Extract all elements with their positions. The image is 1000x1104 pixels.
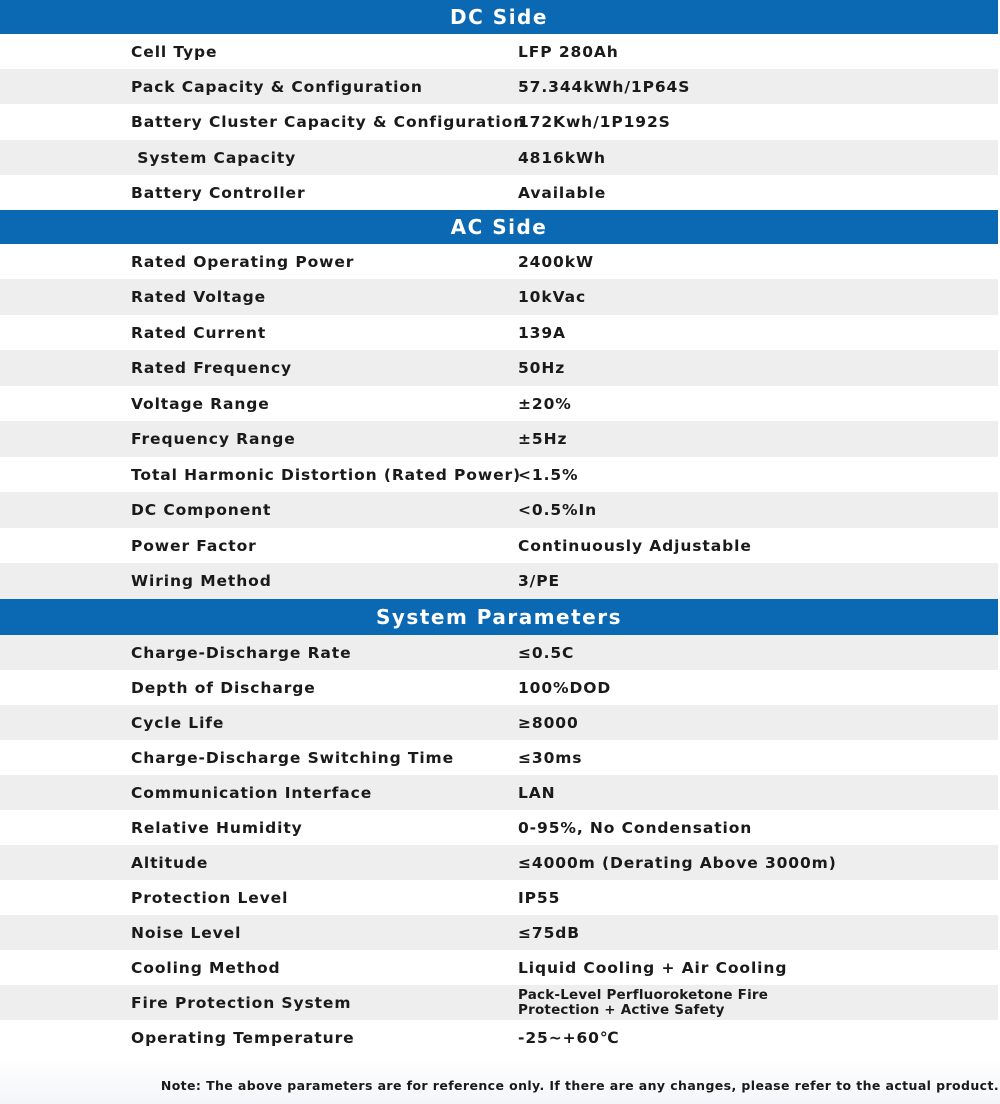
row-value: 172Kwh/1P192S — [518, 113, 671, 131]
section-title: AC Side — [0, 210, 998, 244]
row-value: ≤75dB — [518, 923, 580, 942]
row-label: Fire Protection System — [131, 993, 352, 1012]
row-value: 57.344kWh/1P64S — [518, 77, 691, 96]
row-label: Communication Interface — [131, 783, 373, 802]
section-ac-side — [0, 210, 998, 599]
row-value: IP55 — [518, 888, 561, 907]
row-label: Wiring Method — [131, 572, 272, 590]
table-row — [0, 880, 998, 915]
row-label: Rated Current — [131, 323, 267, 342]
row-label: Depth of Discharge — [131, 678, 316, 697]
row-label: Battery Cluster Capacity & Configuration — [131, 113, 526, 131]
table-row — [0, 775, 998, 810]
table-row — [0, 140, 998, 175]
table-row — [0, 457, 998, 492]
table-row — [0, 950, 998, 985]
row-value: ≤4000m (Derating Above 3000m) — [518, 853, 837, 872]
row-label: Cooling Method — [131, 958, 281, 977]
table-row — [0, 915, 998, 950]
row-value: ≤30ms — [518, 748, 583, 767]
section-title: DC Side — [0, 0, 998, 34]
table-row — [0, 244, 998, 279]
table-row — [0, 279, 998, 315]
row-label: Rated Frequency — [131, 359, 293, 377]
row-label: Charge-Discharge Switching Time — [131, 748, 455, 767]
row-label: Rated Operating Power — [131, 252, 355, 271]
row-label: Charge-Discharge Rate — [131, 643, 352, 662]
row-value: ±5Hz — [518, 430, 568, 448]
row-label: Altitude — [131, 853, 209, 872]
row-value: <0.5%In — [518, 501, 598, 519]
row-value: 100%DOD — [518, 678, 612, 697]
row-label: Cell Type — [131, 42, 218, 61]
row-value: LFP 280Ah — [518, 42, 619, 61]
table-row — [0, 34, 998, 69]
row-label: Voltage Range — [131, 394, 270, 413]
row-value: 2400kW — [518, 252, 594, 271]
row-value: 139A — [518, 323, 566, 342]
table-row — [0, 315, 998, 350]
table-row — [0, 386, 998, 421]
row-label: Relative Humidity — [131, 818, 303, 837]
section-title: System Parameters — [0, 599, 998, 635]
table-row — [0, 810, 998, 845]
row-value: 4816kWh — [518, 148, 606, 167]
row-value: <1.5% — [518, 465, 579, 484]
row-label: Frequency Range — [131, 430, 296, 448]
table-row — [0, 845, 998, 880]
row-value: -25~+60℃ — [518, 1028, 620, 1047]
footnote: Note: The above parameters are for reference only. If there are any changes, please refer to the actual product. — [160, 1078, 999, 1093]
row-label: Pack Capacity & Configuration — [131, 77, 423, 96]
section-dc-side — [0, 0, 998, 210]
row-label: Total Harmonic Distortion (Rated Power) — [131, 465, 522, 484]
row-value: ±20% — [518, 394, 572, 413]
table-row — [0, 350, 998, 386]
row-label: System Capacity — [131, 148, 297, 167]
table-row — [0, 740, 998, 775]
row-label: Power Factor — [131, 536, 257, 555]
table-row — [0, 1020, 998, 1055]
table-row — [0, 69, 998, 104]
table-row — [0, 563, 998, 599]
table-row — [0, 175, 998, 210]
row-value: LAN — [518, 783, 556, 802]
row-value: 10kVac — [518, 288, 587, 306]
table-row — [0, 421, 998, 457]
row-label: Noise Level — [131, 923, 242, 942]
row-value: Continuously Adjustable — [518, 536, 752, 555]
row-label: Cycle Life — [131, 713, 225, 732]
table-row — [0, 985, 998, 1020]
table-row — [0, 635, 998, 670]
row-label: DC Component — [131, 501, 272, 519]
table-row — [0, 104, 998, 140]
row-value: Liquid Cooling + Air Cooling — [518, 958, 788, 977]
row-value: 50Hz — [518, 359, 566, 377]
table-row — [0, 492, 998, 528]
row-value: Available — [518, 183, 607, 202]
row-value: ≤0.5C — [518, 643, 575, 662]
row-value: Pack-Level Perfluoroketone Fire Protection + Active Safety — [518, 986, 769, 1018]
row-label: Battery Controller — [131, 183, 306, 202]
row-label: Operating Temperature — [131, 1028, 355, 1047]
table-row — [0, 528, 998, 563]
row-label: Rated Voltage — [131, 288, 267, 306]
row-label: Protection Level — [131, 888, 289, 907]
section-system-parameters — [0, 599, 998, 1055]
table-row — [0, 705, 998, 740]
row-value: 3/PE — [518, 572, 560, 590]
table-row — [0, 670, 998, 705]
row-value: ≥8000 — [518, 713, 579, 732]
row-value: 0-95%, No Condensation — [518, 818, 753, 837]
